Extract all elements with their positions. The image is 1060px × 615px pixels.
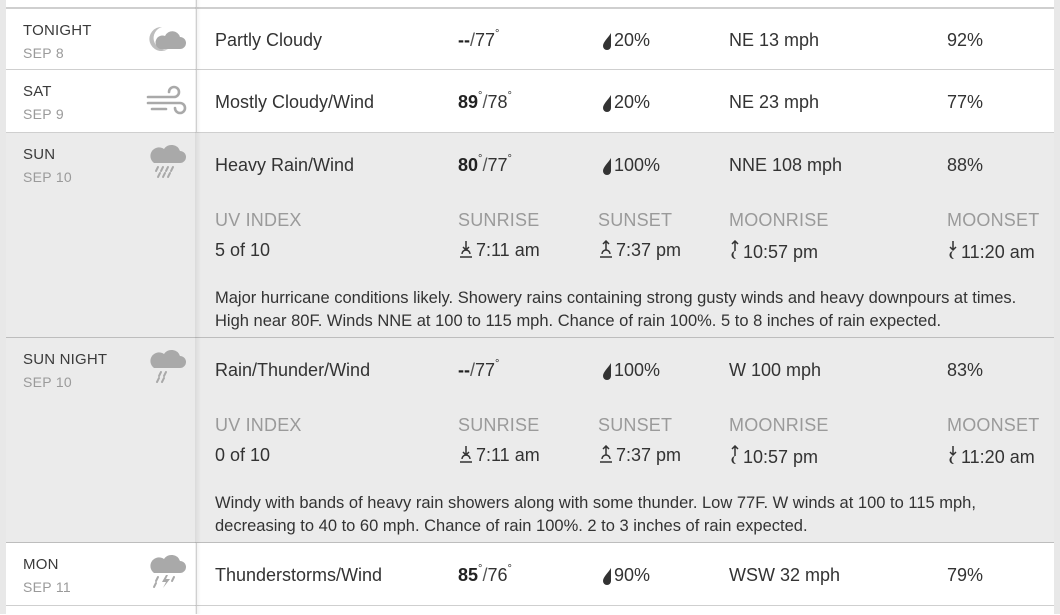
- day-label: SUN: [23, 146, 56, 163]
- moonset-icon: [947, 240, 959, 260]
- precip-value: 100%: [614, 360, 661, 380]
- sunset-label: SUNSET: [598, 210, 673, 230]
- temp-low: 78: [487, 92, 508, 112]
- precip-chance: [602, 155, 660, 176]
- day-date: SEP 11: [23, 579, 71, 595]
- rain-icon: [144, 348, 188, 384]
- humidity-text: 88%: [947, 155, 984, 175]
- temp-separator: /: [482, 92, 488, 112]
- degree-symbol: °: [507, 563, 512, 575]
- temp-low: 77: [475, 360, 496, 380]
- day-date: SEP 8: [23, 45, 64, 61]
- temperature: [458, 565, 512, 586]
- humidity-text: 77%: [947, 92, 984, 112]
- moonset-label: MOONSET: [947, 415, 1040, 435]
- precip-chance: [602, 360, 660, 381]
- sunset-value: [598, 445, 681, 466]
- forecast-row-mon[interactable]: [6, 542, 1054, 605]
- sunrise-value: [458, 240, 540, 261]
- sunset-label: SUNSET: [598, 415, 673, 435]
- sunrise-time: 7:11 am: [476, 240, 540, 260]
- temperature: [458, 155, 512, 176]
- moonrise-time: 10:57 pm: [743, 447, 819, 467]
- uv-index-value: 0 of 10: [215, 445, 271, 465]
- humidity-text: 79%: [947, 565, 984, 585]
- moonset-value: [947, 240, 1035, 263]
- sunset-time: 7:37 pm: [616, 445, 682, 465]
- degree-symbol: °: [507, 153, 512, 165]
- moonrise-label: MOONRISE: [729, 415, 829, 435]
- partly-cloudy-night-icon: [144, 21, 188, 57]
- uv-index-label: UV INDEX: [215, 210, 302, 230]
- temp-high: 85: [458, 565, 479, 585]
- temp-high: --: [458, 360, 470, 380]
- temperature: [458, 360, 499, 381]
- temp-high: 89: [458, 92, 479, 112]
- wind-text: NE 23 mph: [729, 92, 820, 112]
- temp-low: 77: [487, 155, 508, 175]
- raindrop-icon: [602, 94, 612, 112]
- temp-low: 77: [475, 30, 496, 50]
- moonrise-time: 10:57 pm: [743, 242, 819, 262]
- humidity-text: 83%: [947, 360, 984, 380]
- condition-text: Thunderstorms/Wind: [215, 565, 383, 585]
- precip-value: 20%: [614, 92, 651, 112]
- forecast-row-sat[interactable]: [6, 69, 1054, 132]
- moonset-icon: [947, 445, 959, 465]
- sunset-time: 7:37 pm: [616, 240, 682, 260]
- sunrise-label: SUNRISE: [458, 210, 540, 230]
- degree-symbol: °: [495, 358, 500, 370]
- precip-chance: [602, 565, 650, 586]
- temp-separator: /: [470, 30, 476, 50]
- heavy-rain-icon: [144, 143, 188, 179]
- temp-separator: /: [482, 155, 488, 175]
- sunset-icon: [598, 240, 614, 258]
- degree-symbol: °: [495, 28, 500, 40]
- forecast-description: Major hurricane conditions likely. Showery rains containing strong gusty winds and heavy downpours at times. High near 80F. Winds NNE at 100 to 115 mph. Chance of rain 100%. 5 to 8 inches of rain expected.: [215, 289, 1017, 330]
- sunrise-time: 7:11 am: [476, 445, 540, 465]
- forecast-description: Windy with bands of heavy rain showers along with some thunder. Low 77F. W winds at 100 to 115 mph, decreasing to 40 to 60 mph. Chance of rain 100%. 2 to 3 inches of rain expected.: [215, 494, 976, 535]
- precip-value: 90%: [614, 565, 651, 585]
- wind-text: WSW 32 mph: [729, 565, 841, 585]
- raindrop-icon: [602, 362, 612, 380]
- moonrise-icon: [729, 445, 741, 465]
- thunderstorm-icon: [144, 553, 188, 589]
- forecast-row-sun-night[interactable]: [6, 337, 1054, 543]
- temperature: [458, 30, 499, 51]
- day-label: TONIGHT: [23, 22, 92, 39]
- degree-symbol: °: [478, 90, 483, 102]
- day-label: SUN NIGHT: [23, 351, 108, 368]
- sunrise-icon: [458, 445, 474, 463]
- wind-text: NE 13 mph: [729, 30, 820, 50]
- temp-high: --: [458, 30, 470, 50]
- temp-separator: /: [482, 565, 488, 585]
- moonrise-icon: [729, 240, 741, 260]
- precip-chance: [602, 92, 650, 113]
- wind-text: NNE 108 mph: [729, 155, 843, 175]
- precip-value: 20%: [614, 30, 651, 50]
- moonset-time: 11:20 am: [961, 242, 1035, 262]
- moonrise-value: [729, 240, 818, 263]
- degree-symbol: °: [478, 563, 483, 575]
- condition-text: Rain/Thunder/Wind: [215, 360, 371, 380]
- raindrop-icon: [602, 32, 612, 50]
- uv-index-value: 5 of 10: [215, 240, 271, 260]
- precip-chance: [602, 30, 650, 51]
- temperature: [458, 92, 512, 113]
- degree-symbol: °: [478, 153, 483, 165]
- sunrise-label: SUNRISE: [458, 415, 540, 435]
- day-date: SEP 10: [23, 169, 73, 185]
- day-date: SEP 10: [23, 374, 73, 390]
- temp-low: 76: [487, 565, 508, 585]
- moonrise-value: [729, 445, 818, 468]
- day-label: SAT: [23, 83, 52, 100]
- day-label: MON: [23, 556, 59, 573]
- sunrise-icon: [458, 240, 474, 258]
- right-rail: [1054, 0, 1060, 614]
- sunrise-value: [458, 445, 540, 466]
- moonset-time: 11:20 am: [961, 447, 1035, 467]
- degree-symbol: °: [507, 90, 512, 102]
- temp-separator: /: [470, 360, 476, 380]
- sunset-value: [598, 240, 681, 261]
- wind-text: W 100 mph: [729, 360, 822, 380]
- sunset-icon: [598, 445, 614, 463]
- precip-value: 100%: [614, 155, 661, 175]
- forecast-row-tonight[interactable]: [6, 8, 1054, 70]
- condition-text: Heavy Rain/Wind: [215, 155, 355, 175]
- forecast-row-sun[interactable]: [6, 132, 1054, 338]
- moonset-value: [947, 445, 1035, 468]
- temp-high: 80: [458, 155, 479, 175]
- condition-text: Mostly Cloudy/Wind: [215, 92, 375, 112]
- humidity-text: 92%: [947, 30, 984, 50]
- day-date: SEP 9: [23, 106, 64, 122]
- uv-index-label: UV INDEX: [215, 415, 302, 435]
- condition-text: Partly Cloudy: [215, 30, 323, 50]
- raindrop-icon: [602, 157, 612, 175]
- raindrop-icon: [602, 567, 612, 585]
- wind-icon: [144, 83, 188, 119]
- moonset-label: MOONSET: [947, 210, 1040, 230]
- moonrise-label: MOONRISE: [729, 210, 829, 230]
